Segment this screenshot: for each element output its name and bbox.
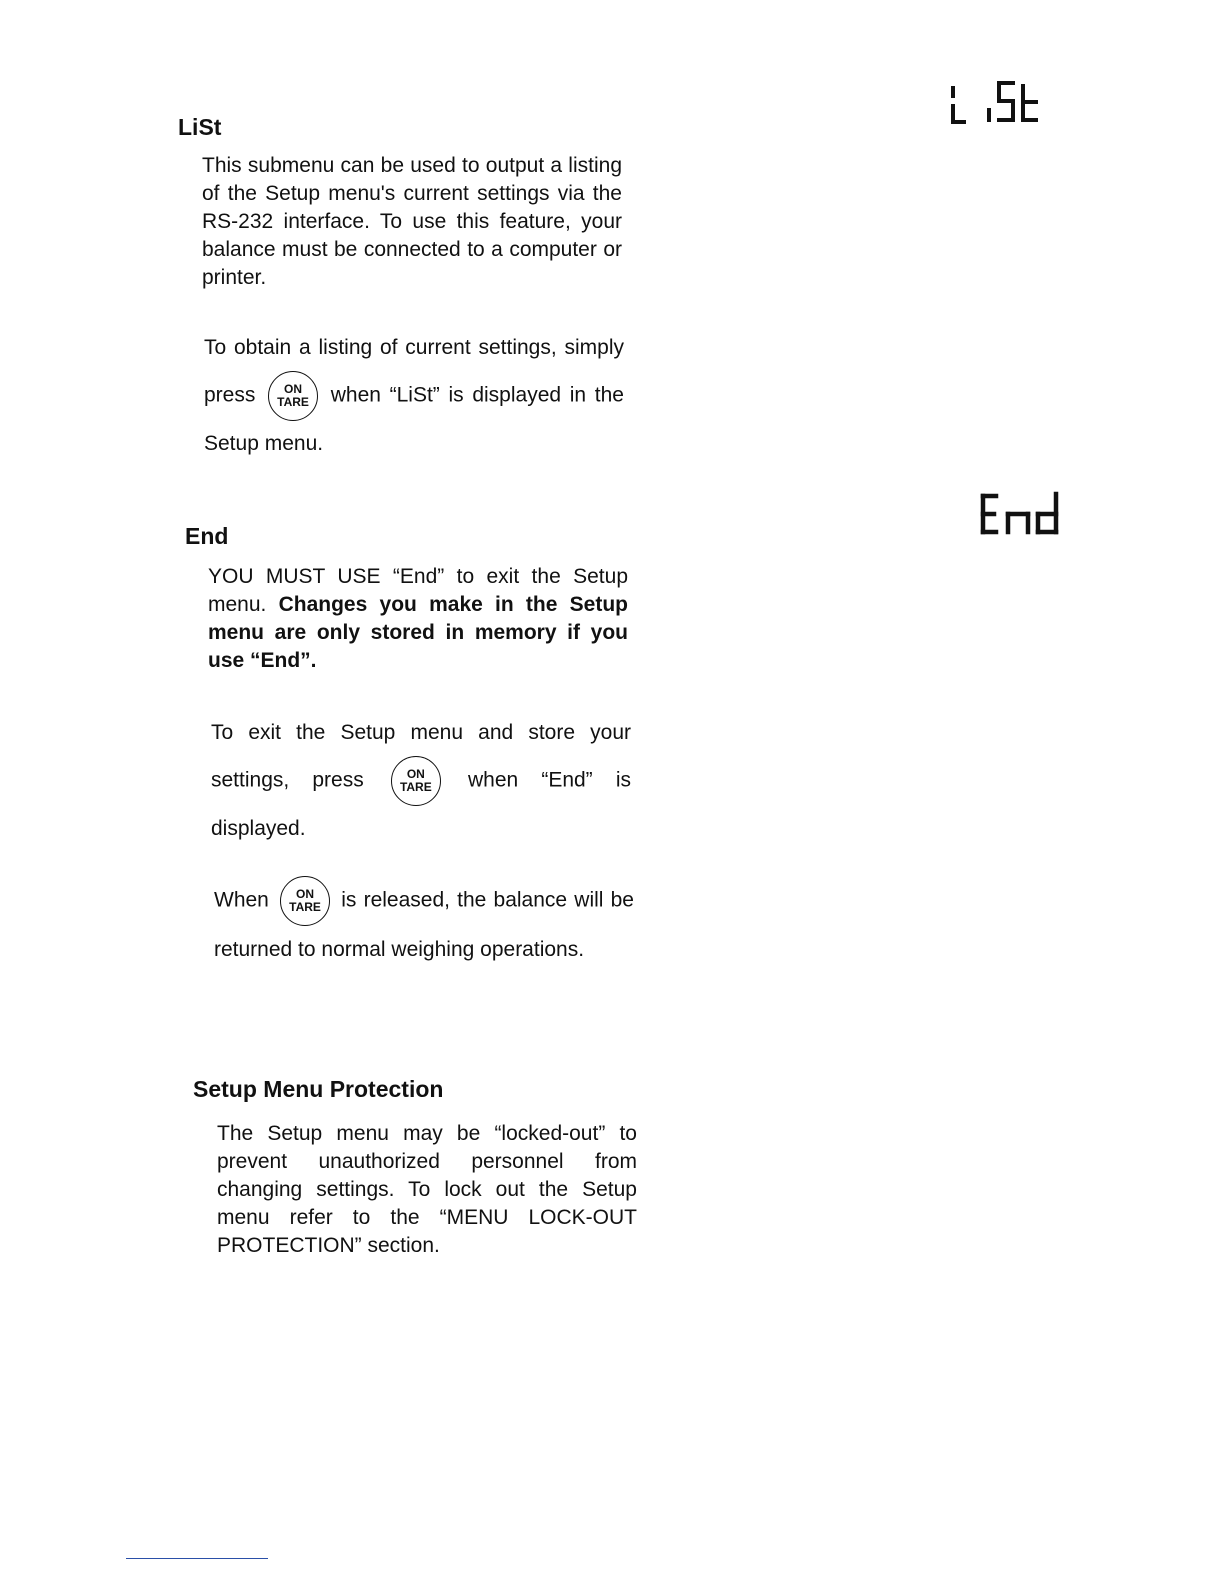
end-description	[208, 563, 628, 675]
on-tare-key-icon: ON TARE	[280, 876, 330, 926]
list-description: This submenu can be used to output a listing of the Setup menu's current settings via the RS-232 interface. To use this feature, your balance must be connected to a computer or printer.	[202, 154, 622, 289]
end-exit-instruction	[211, 710, 631, 852]
protection-heading: Setup Menu Protection	[193, 1076, 444, 1102]
end-release-after: is released, the balance will be returned to normal weighing operations.	[214, 888, 634, 961]
end-description-bold: Changes you make in the Setup menu are only stored in memory if you use “End”.	[208, 593, 629, 672]
on-tare-key-icon: ON TARE	[391, 756, 441, 806]
list-instruction-after: when “LiSt” is displayed in the Setup menu.	[204, 383, 624, 455]
protection-description: The Setup menu may be “locked-out” to prevent unauthorized personnel from changing settings. To lock out the Setup menu refer to the “MENU LOCK-OUT PROTECTION” section.	[217, 1122, 637, 1257]
end-lcd-display	[978, 490, 1068, 540]
list-heading: LiSt	[178, 114, 222, 140]
list-lcd-display	[948, 78, 1048, 128]
end-release-note	[214, 876, 634, 974]
on-tare-key-icon: ON TARE	[268, 371, 318, 421]
page-footer-rule	[126, 1558, 268, 1559]
list-instruction-before: To obtain a listing of current settings, simply press	[204, 336, 624, 407]
end-exit-before: To exit the Setup menu and store your settings, press	[211, 721, 631, 792]
end-release-before: When	[214, 888, 269, 912]
list-instruction	[204, 325, 624, 467]
end-exit-after: when “End” is displayed.	[211, 768, 631, 840]
end-description-normal: YOU MUST USE “End” to exit the Setup menu.	[208, 565, 628, 616]
end-heading: End	[185, 523, 229, 549]
